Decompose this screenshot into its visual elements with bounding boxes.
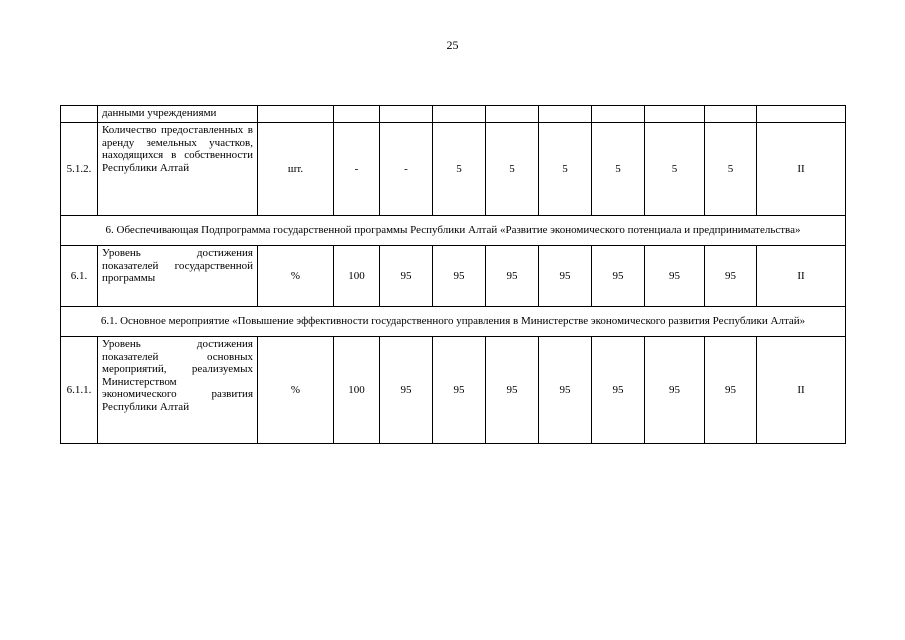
cell-value (380, 106, 433, 123)
cell-unit: % (258, 337, 334, 444)
cell-value (334, 106, 380, 123)
cell-value: 100 (334, 337, 380, 444)
table-row-6-1 (61, 246, 846, 307)
table-row-6-1-1 (61, 337, 846, 444)
cell-value (486, 106, 539, 123)
cell-value: 100 (334, 246, 380, 307)
cell-value: 95 (539, 246, 592, 307)
cell-value (592, 106, 645, 123)
cell-unit: % (258, 246, 334, 307)
cell-value: 5 (645, 123, 705, 216)
cell-indicator-name: Уровень достижения показателей государственной программы (98, 246, 258, 307)
cell-value: 5 (592, 123, 645, 216)
cell-num: 5.1.2. (61, 123, 98, 216)
cell-value: 95 (645, 246, 705, 307)
cell-value: 95 (380, 246, 433, 307)
cell-value: 5 (539, 123, 592, 216)
cell-unit (258, 106, 334, 123)
cell-value: 5 (486, 123, 539, 216)
cell-value: - (334, 123, 380, 216)
section-title: 6.1. Основное мероприятие «Повышение эффективности государственного управления в Министерстве экономического развития Республики Алтай» (61, 307, 846, 337)
cell-value: 95 (645, 337, 705, 444)
cell-value: 95 (380, 337, 433, 444)
cell-unit: шт. (258, 123, 334, 216)
cell-value: 95 (705, 246, 757, 307)
cell-category (757, 106, 846, 123)
cell-value (705, 106, 757, 123)
cell-value: 95 (592, 337, 645, 444)
section-heading-6 (61, 216, 846, 246)
cell-category: II (757, 246, 846, 307)
cell-indicator-name: Количество предоставленных в аренду земельных участков, находящихся в собственности Республики Алтай (98, 123, 258, 216)
section-title: 6. Обеспечивающая Подпрограмма государственной программы Республики Алтай «Развитие экономического потенциала и предпринимательства» (61, 216, 846, 246)
cell-value: 95 (705, 337, 757, 444)
cell-indicator-name: Уровень достижения показателей основных мероприятий, реализуемых Министерством экономического развития Республики Алтай (98, 337, 258, 444)
page-number: 25 (446, 38, 459, 52)
section-heading-6-1 (61, 307, 846, 337)
cell-value: 5 (705, 123, 757, 216)
cell-indicator-name: данными учреждениями (98, 106, 258, 123)
cell-value: 5 (433, 123, 486, 216)
cell-category: II (757, 337, 846, 444)
cell-value: 95 (486, 246, 539, 307)
cell-value: 95 (592, 246, 645, 307)
cell-num: 6.1.1. (61, 337, 98, 444)
cell-num (61, 106, 98, 123)
cell-value: - (380, 123, 433, 216)
indicators-table (60, 105, 846, 444)
cell-num: 6.1. (61, 246, 98, 307)
cell-value (645, 106, 705, 123)
cell-value: 95 (433, 337, 486, 444)
cell-value: 95 (433, 246, 486, 307)
table-row-5-1-2 (61, 123, 846, 216)
cell-value (433, 106, 486, 123)
table-row-continuation (61, 106, 846, 123)
cell-value (539, 106, 592, 123)
cell-value: 95 (539, 337, 592, 444)
cell-value: 95 (486, 337, 539, 444)
cell-category: II (757, 123, 846, 216)
